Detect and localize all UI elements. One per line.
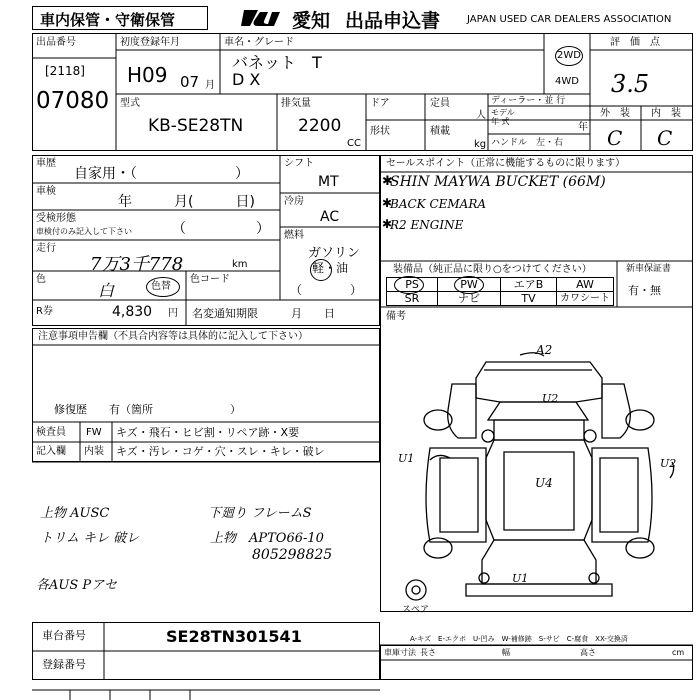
ac-value: AC: [320, 209, 340, 225]
inspection-value: 年 月( 日): [118, 194, 255, 210]
selling-point-2: BACK CEMARA: [390, 197, 487, 211]
mileage-unit: km: [232, 259, 248, 270]
equipment-label: 装備品（純正品に限り○をつけてください）: [393, 264, 592, 275]
tax-unit: 円: [168, 308, 178, 319]
grade-score: 3.5: [611, 70, 650, 98]
displacement-label: 排気量: [281, 98, 311, 109]
load-unit: kg: [474, 139, 487, 150]
color-value: 白: [98, 281, 115, 300]
garage-width: 幅: [502, 648, 510, 657]
equip-leather: カワシート: [556, 291, 614, 306]
reception-note: 車検付のみ記入して下さい: [36, 227, 132, 236]
reception-value: （ ）: [172, 221, 270, 237]
diagram-mark-u1-left: U1: [398, 452, 415, 465]
year-unit: 年: [578, 122, 588, 133]
interior-label: 内 装: [651, 108, 681, 119]
inspection-label: 車検: [36, 186, 56, 197]
warranty-value: 有・無: [628, 284, 661, 297]
note-6: 各AUS Pアセ: [36, 578, 117, 593]
storage-tag: 車内保管・守衛保管: [40, 11, 176, 29]
inspector-fw: FW: [86, 427, 102, 438]
note-2: トリム キレ 破レ: [40, 531, 140, 546]
capacity-label: 定員: [430, 98, 450, 109]
exterior-grade: C: [607, 126, 623, 150]
inspector-label-1: 検査員: [36, 427, 66, 438]
tax-value: 4,830: [112, 304, 153, 320]
equip-ps: PS: [386, 277, 438, 292]
note-4: 上物 APTO66-10: [210, 531, 324, 546]
inspector-int-label: 内装: [84, 446, 104, 457]
equip-pw: PW: [437, 277, 501, 292]
garage-length: 長さ: [420, 648, 436, 657]
equip-sr: SR: [386, 291, 438, 306]
displacement-unit: CC: [347, 138, 361, 149]
registration-label: 初度登録年月: [120, 37, 180, 48]
ac-label: 冷房: [284, 196, 304, 207]
notes-label: 注意事項申告欄（不具合内容等は具体的に記入して下さい）: [38, 331, 308, 342]
repaint-label: 色替: [151, 281, 171, 292]
mileage-value: 7万3千778: [90, 254, 184, 275]
tax-label: R券: [36, 306, 53, 317]
shift-label: シフト: [284, 158, 314, 169]
fuel-label: 燃料: [284, 230, 304, 241]
diagram-mark-a2: A2: [536, 343, 553, 357]
repair-history: 修復歴 有（箇所 ）: [54, 403, 241, 416]
selling-point-1: SHIN MAYWA BUCKET (66M): [390, 174, 606, 190]
equip-navi: ナビ: [437, 291, 501, 306]
load-label: 積載: [430, 126, 450, 137]
selling-point-3: R2 ENGINE: [390, 218, 464, 232]
lot-label: 出品番号: [36, 37, 76, 48]
asterisk-3: ✱: [382, 217, 393, 231]
drive-2wd: 2WD: [557, 50, 581, 61]
diagram-mark-u4: U4: [535, 476, 553, 490]
mileage-label: 走行: [36, 243, 56, 254]
inspector-ext-items: キズ・飛石・ヒビ割・リペア跡・X要: [116, 426, 300, 439]
exterior-label: 外 装: [600, 108, 630, 119]
lot-bracket: [2118]: [45, 64, 85, 78]
diagram-legend: A-キズ E-エクボ U-凹み W-補修跡 S-サビ C-腐食 XX-交換済: [410, 635, 628, 643]
model-year-label: モデル 年 式: [491, 108, 515, 126]
diagram-label: 備考: [386, 311, 406, 322]
notice-label: 名変通知期限 月 日: [192, 307, 335, 320]
chassis-value: SE28TN301541: [166, 627, 302, 646]
lot-number: 07080: [36, 88, 110, 114]
inspector-int-items: キズ・汚レ・コゲ・穴・スレ・キレ・破レ: [116, 445, 325, 458]
warranty-label: 新車保証書: [626, 264, 672, 274]
equip-airbag: エアB: [500, 277, 557, 292]
color-code-label: 色コード: [190, 274, 230, 285]
model-label: 型式: [120, 98, 140, 109]
note-1: 上物 AUSC: [40, 506, 110, 521]
diagram-mark-u2-top: U2: [542, 392, 559, 405]
asterisk-1: ✱: [382, 174, 393, 189]
garage-label: 車庫寸法: [384, 648, 416, 657]
note-5: 805298825: [252, 547, 333, 563]
registration-month-unit: 月: [205, 80, 215, 91]
diagram-mark-u2-right: U2: [660, 457, 677, 470]
registration-month: 07: [180, 73, 200, 91]
vehicle-label: 車名・グレード: [224, 37, 294, 48]
history-label: 車歴: [36, 158, 56, 169]
chassis-label: 車台番号: [42, 629, 86, 642]
handle-label: ハンドル 左・右: [491, 138, 564, 148]
diagram-mark-u1-bottom: U1: [512, 572, 529, 585]
note-3: 下廻り フレームS: [208, 506, 312, 521]
selling-points-label: セールスポイント（正常に機能するものに限ります）: [386, 158, 626, 169]
registration-year: H09: [127, 63, 168, 87]
fuel-value: ガソリン: [308, 246, 361, 261]
door-label: ドア: [370, 98, 390, 109]
capacity-unit: 人: [476, 110, 486, 121]
drive-4wd: 4WD: [555, 76, 579, 87]
vehicle-grade: D X: [232, 70, 261, 89]
reception-label: 受検形態: [36, 213, 76, 224]
dealer-label: ディーラー・並 行: [491, 96, 566, 106]
fuel-alt: 軽・油: [312, 261, 349, 275]
association-name: JAPAN USED CAR DEALERS ASSOCIATION: [467, 14, 672, 25]
equip-tv: TV: [500, 291, 557, 306]
fuel-paren: （ ）: [290, 283, 363, 297]
garage-height: 高さ: [580, 648, 596, 657]
reg-number-label: 登録番号: [42, 658, 86, 671]
inspector-label-2: 記入欄: [36, 446, 66, 457]
vehicle-name: バネット T: [232, 53, 322, 72]
color-label: 色: [36, 274, 46, 285]
shift-value: MT: [318, 174, 339, 190]
history-value: 自家用・（ ）: [74, 166, 249, 182]
spare-label: スペア: [402, 605, 430, 615]
garage-unit: cm: [672, 648, 685, 657]
model-value: KB-SE28TN: [148, 116, 244, 136]
shape-label: 形状: [370, 126, 390, 137]
form-title: 出品申込書: [345, 10, 441, 32]
interior-grade: C: [657, 126, 673, 150]
brand-text: 愛知: [292, 10, 331, 32]
displacement-value: 2200: [298, 116, 342, 136]
asterisk-2: ✱: [382, 196, 393, 210]
grade-label: 評 価 点: [610, 37, 660, 48]
equip-aw: AW: [556, 277, 614, 292]
